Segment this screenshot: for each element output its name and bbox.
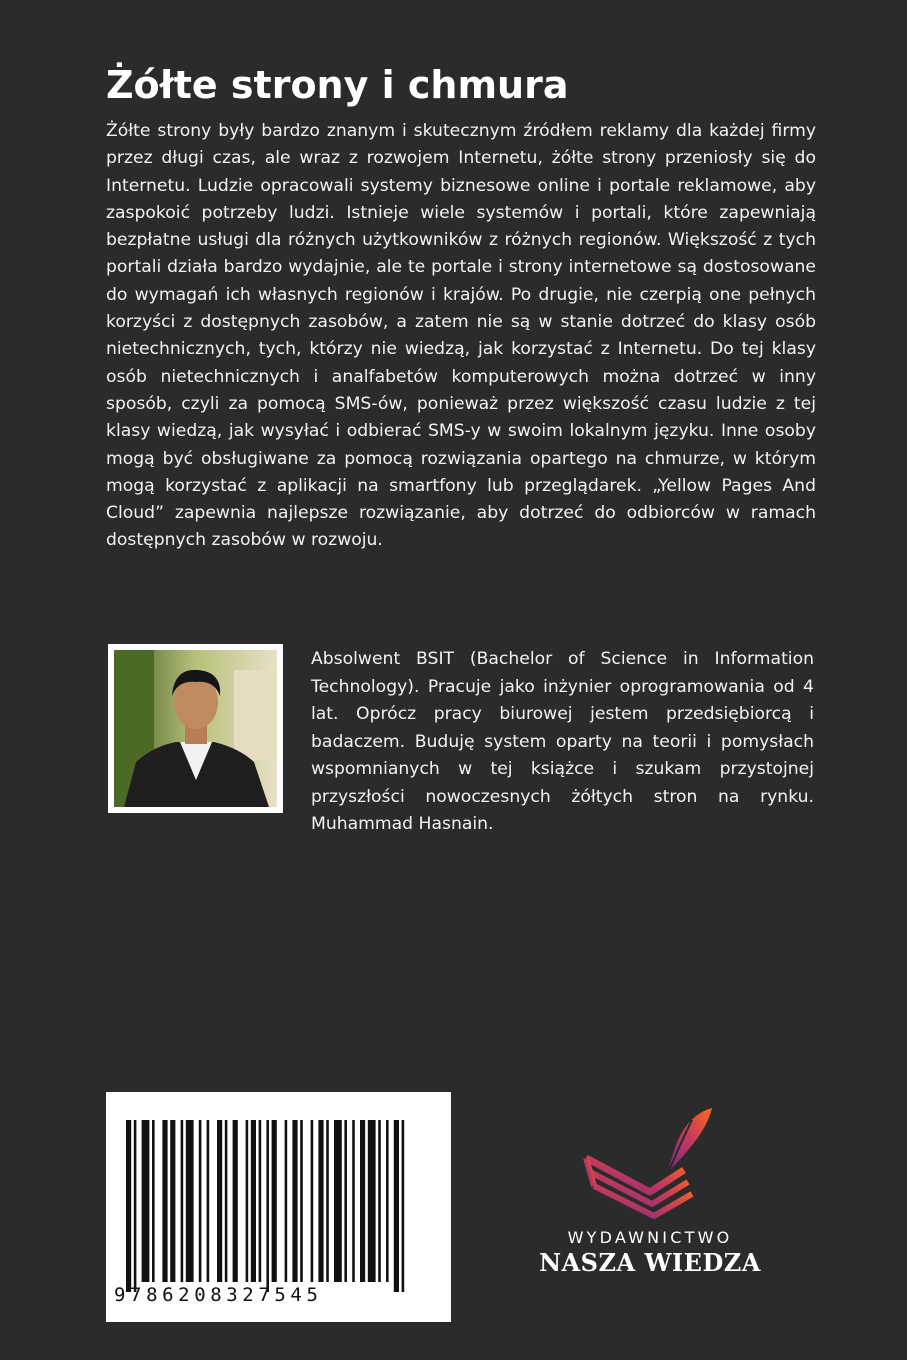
book-quill-logo-icon <box>580 1100 720 1225</box>
barcode-bar <box>334 1120 342 1282</box>
barcode-bar <box>318 1120 323 1282</box>
barcode-bar <box>199 1120 202 1282</box>
barcode-bar <box>300 1120 303 1282</box>
publisher-logo <box>530 1100 770 1290</box>
barcode-bar <box>285 1120 288 1282</box>
barcode-bar <box>266 1120 269 1292</box>
barcode-bar <box>246 1120 249 1282</box>
barcode-bar <box>402 1120 405 1292</box>
barcode-bar <box>378 1120 381 1282</box>
barcode-bar <box>181 1120 184 1282</box>
author-photo <box>108 644 283 813</box>
barcode-bar <box>360 1120 365 1282</box>
barcode-bar <box>311 1120 314 1282</box>
barcode-bar <box>170 1120 175 1282</box>
barcode-bar <box>352 1120 355 1282</box>
isbn-barcode <box>106 1092 451 1322</box>
barcode-bars <box>106 1092 451 1292</box>
book-title: Żółte strony i chmura <box>106 63 569 107</box>
book-description: Żółte strony były bardzo znanym i skutecznym źródłem reklamy dla każdej firmy przez długi czas, ale wraz z rozwojem Internetu, żółte strony przeniosły się do Internetu. Ludzie opracowali systemy biznesowe online i portale reklamowe, aby zaspokoić potrzeby ludzi. Istnieje wiele systemów i portali, które zapewniają bezpłatne usługi dla różnych użytkowników z różnych regionów. Większość z tych portali działa bardzo wydajnie, ale te portale i strony internetowe są dostosowane do wymagań ich własnych regionów i krajów. Po drugie, nie czerpią one pełnych korzyści z dostępnych zasobów, a zatem nie są w stanie dotrzeć do klasy osób nietechnicznych, tych, którzy nie wiedzą, jak korzystać z Internetu. Do tej klasy osób nietechnicznych i analfabetów komputerowych można dotrzeć w inny sposób, czyli za pomocą SMS-ów, ponieważ przez większość czasu ludzie z tej klasy wiedzą, jak wysyłać i odbierać SMS-y w swoim lokalnym języku. Inne osoby mogą być obsługiwane za pomocą rozwiązania opartego na chmurze, w którym mogą korzystać z aplikacji na smartfony lub przeglądarek. „Yellow Pages And Cloud” zapewnia najlepsze rozwiązanie, aby dotrzeć do odbiorców w ramach dostępnych zasobów w rozwoju. <box>106 121 816 551</box>
barcode-bar <box>292 1120 297 1282</box>
barcode-bar <box>162 1120 167 1282</box>
barcode-bar <box>217 1120 222 1282</box>
barcode-bar <box>386 1120 389 1282</box>
barcode-bar <box>259 1120 262 1282</box>
barcode-bar <box>126 1120 131 1292</box>
barcode-bar <box>394 1120 399 1292</box>
barcode-bar <box>233 1120 238 1282</box>
isbn-number: 9786208327545 <box>114 1284 323 1306</box>
barcode-bar <box>142 1120 150 1282</box>
barcode-bar <box>326 1120 329 1282</box>
barcode-bar <box>152 1120 155 1282</box>
publisher-name: NASZA WIEDZA <box>539 1248 761 1277</box>
publisher-label: WYDAWNICTWO <box>567 1228 733 1247</box>
barcode-bar <box>134 1120 137 1292</box>
barcode-bar <box>344 1120 347 1282</box>
barcode-bar <box>186 1120 194 1282</box>
author-portrait-icon <box>114 650 277 807</box>
barcode-bar <box>251 1120 256 1282</box>
barcode-bar <box>368 1120 376 1282</box>
barcode-bar <box>207 1120 210 1282</box>
barcode-bar <box>225 1120 228 1282</box>
barcode-bar <box>272 1120 277 1282</box>
author-bio: Absolwent BSIT (Bachelor of Science in Information Technology). Pracuje jako inżynier oprogramowania od 4 lat. Oprócz pracy biurowej jestem przedsiębiorcą i badaczem. Buduję system oparty na teorii i pomysłach wspomnianych w tej książce i szukam przystojnej przyszłości nowoczesnych żółtych stron na rynku. Muhammad Hasnain. <box>311 649 814 834</box>
